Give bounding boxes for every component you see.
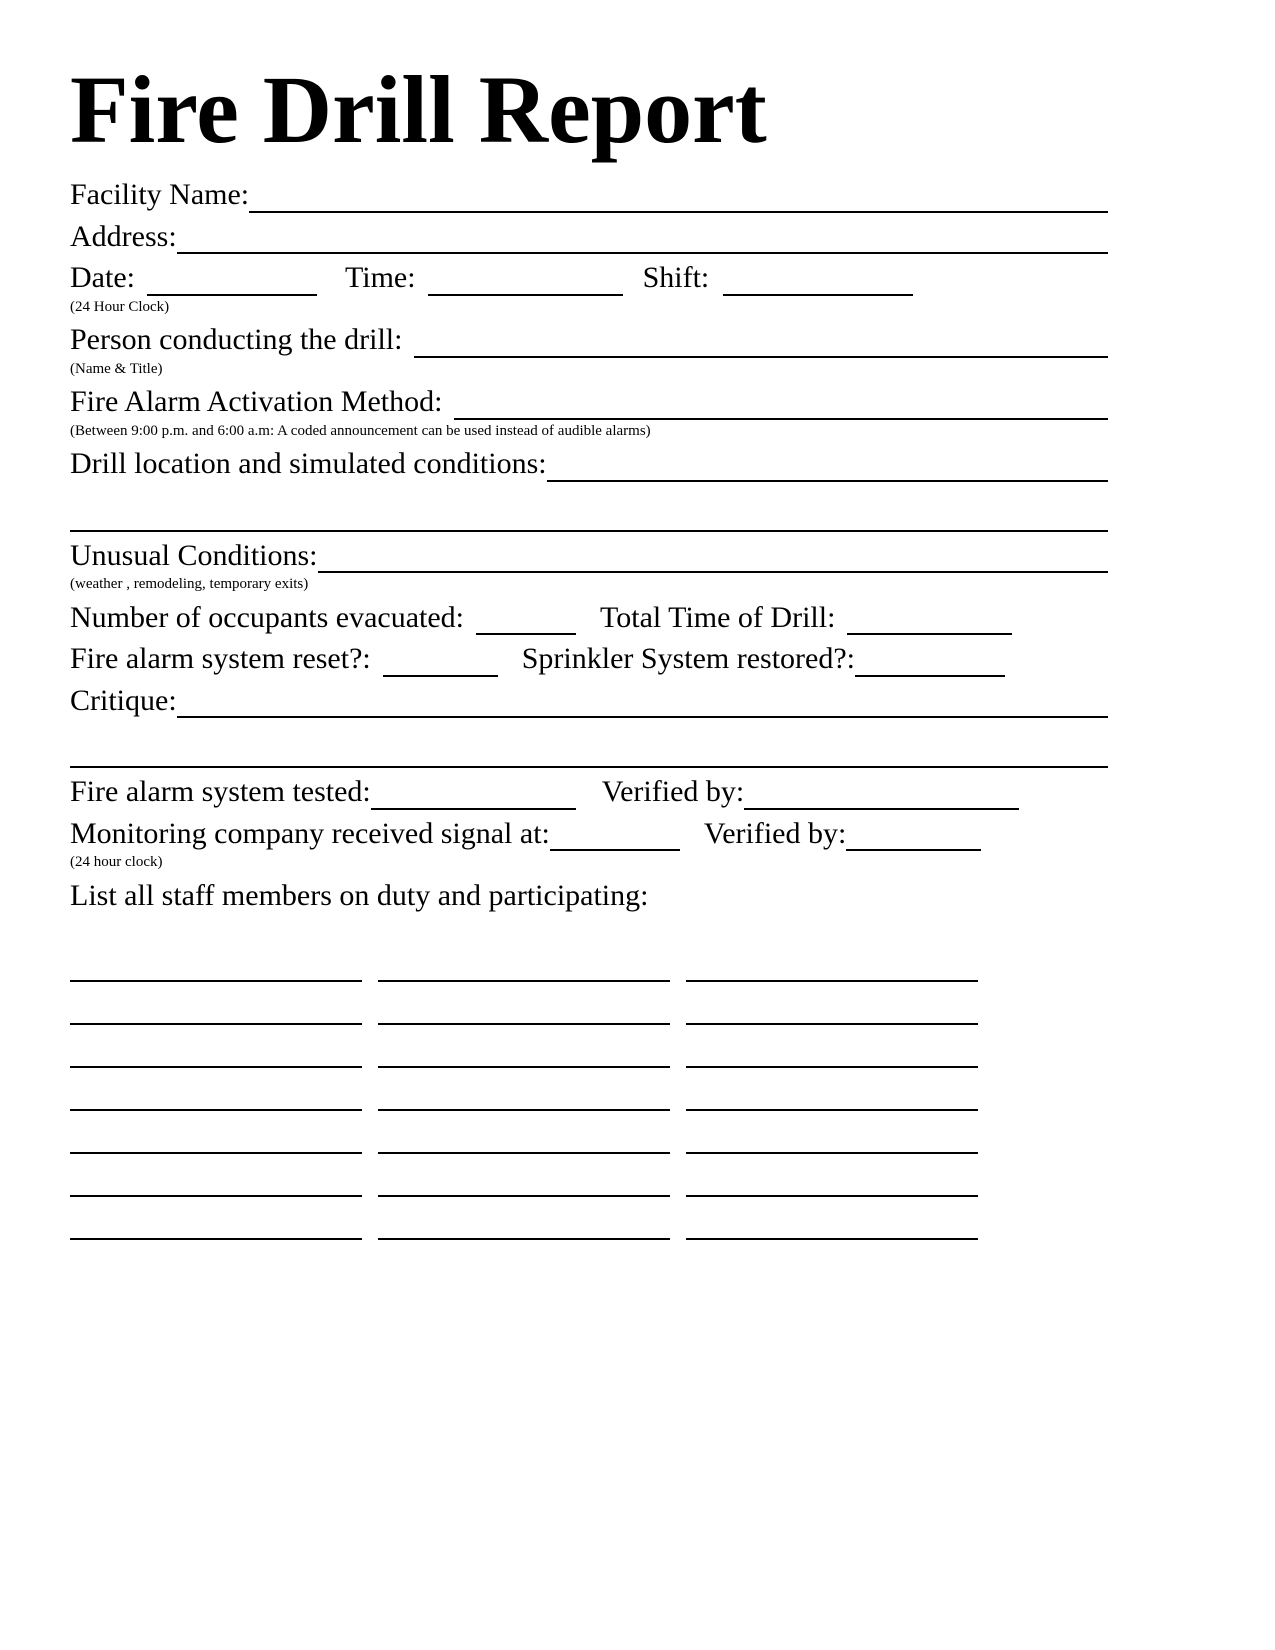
staff-blank-line	[70, 1016, 362, 1025]
activation-method-blank	[454, 411, 1108, 420]
occupants-evacuated-label: Number of occupants evacuated:	[70, 600, 464, 634]
staff-row	[70, 1197, 978, 1240]
staff-blank-line	[686, 973, 978, 982]
alarm-reset-blank	[383, 668, 498, 677]
staff-blank-line	[70, 1059, 362, 1068]
drill-location-blank	[547, 473, 1108, 482]
activation-method-label: Fire Alarm Activation Method:	[70, 385, 443, 418]
tested-verified-label: Verified by:	[601, 775, 745, 808]
staff-blank-line	[686, 1188, 978, 1197]
address-label: Address:	[70, 219, 177, 253]
staff-blank-line	[70, 1231, 362, 1240]
critique-row	[70, 684, 1108, 719]
facility-name-label: Facility Name:	[70, 178, 250, 211]
reset-sprinkler-row	[70, 642, 1108, 677]
staff-row	[70, 1154, 978, 1197]
name-title-note: (Name & Title)	[70, 360, 163, 377]
staff-row	[70, 1068, 978, 1111]
time-label: Time:	[344, 261, 416, 294]
activation-method-note: (Between 9:00 p.m. and 6:00 a.m: A coded announcement can be used instead of audible alarms)	[70, 422, 651, 439]
staff-blank-line	[378, 1231, 670, 1240]
staff-blank-line	[70, 973, 362, 982]
staff-grid	[70, 939, 978, 1240]
staff-heading: List all staff members on duty and participating:	[70, 878, 649, 912]
monitoring-signal-blank	[550, 842, 680, 851]
staff-row	[70, 939, 978, 982]
unusual-conditions-label: Unusual Conditions:	[70, 538, 318, 572]
facility-name-blank	[249, 204, 1108, 213]
page-title: Fire Drill Report	[70, 56, 767, 163]
monitoring-row	[70, 817, 1108, 852]
total-time-label: Total Time of Drill:	[600, 600, 836, 634]
critique-continuation-line	[70, 734, 1108, 768]
critique-blank	[177, 709, 1108, 718]
staff-heading-row	[70, 879, 1108, 914]
continuation-blank	[70, 523, 1108, 532]
drill-location-label: Drill location and simulated conditions:	[70, 447, 547, 480]
person-conducting-label: Person conducting the drill:	[70, 323, 403, 356]
staff-blank-line	[378, 973, 670, 982]
staff-row	[70, 982, 978, 1025]
date-time-shift-row	[70, 261, 1108, 296]
staff-blank-line	[378, 1016, 670, 1025]
sprinkler-restored-label: Sprinkler System restored?:	[521, 642, 856, 675]
drill-location-continuation-line	[70, 498, 1108, 532]
staff-blank-line	[686, 1231, 978, 1240]
occupants-row	[70, 601, 1108, 636]
staff-blank-line	[686, 1016, 978, 1025]
address-row	[70, 220, 1108, 255]
staff-blank-line	[378, 1145, 670, 1154]
staff-blank-line	[378, 1102, 670, 1111]
occupants-evacuated-blank	[476, 626, 576, 635]
time-blank	[428, 287, 623, 296]
alarm-tested-label: Fire alarm system tested:	[70, 775, 371, 808]
critique-label: Critique:	[70, 683, 177, 717]
person-conducting-blank	[414, 349, 1108, 358]
staff-blank-line	[686, 1145, 978, 1154]
staff-blank-line	[70, 1145, 362, 1154]
unusual-conditions-blank	[318, 564, 1108, 573]
person-conducting-row	[70, 323, 1108, 358]
staff-blank-line	[686, 1059, 978, 1068]
staff-blank-line	[686, 1102, 978, 1111]
unusual-conditions-row	[70, 539, 1108, 574]
date-label: Date:	[70, 261, 135, 294]
facility-name-row	[70, 178, 1108, 213]
date-blank	[147, 287, 317, 296]
total-time-blank	[847, 626, 1012, 635]
unusual-conditions-note: (weather , remodeling, temporary exits)	[70, 576, 309, 592]
staff-row	[70, 1111, 978, 1154]
tested-verified-blank	[744, 801, 1019, 810]
staff-blank-line	[378, 1059, 670, 1068]
staff-blank-line	[378, 1188, 670, 1197]
activation-method-row	[70, 385, 1108, 420]
address-blank	[177, 245, 1108, 254]
monitoring-signal-label: Monitoring company received signal at:	[70, 816, 550, 850]
shift-blank	[723, 287, 913, 296]
staff-blank-line	[70, 1102, 362, 1111]
alarm-reset-label: Fire alarm system reset?:	[70, 642, 371, 675]
clock-note: (24 Hour Clock)	[70, 298, 170, 315]
staff-blank-line	[70, 1188, 362, 1197]
staff-row	[70, 1025, 978, 1068]
alarm-tested-blank	[371, 801, 576, 810]
shift-label: Shift:	[642, 261, 710, 294]
continuation-blank	[70, 759, 1108, 768]
monitoring-clock-note: (24 hour clock)	[70, 854, 163, 870]
drill-location-row	[70, 447, 1108, 482]
monitoring-verified-blank	[846, 842, 981, 851]
monitoring-verified-label: Verified by:	[703, 816, 847, 850]
sprinkler-restored-blank	[855, 668, 1005, 677]
alarm-tested-row	[70, 775, 1108, 810]
